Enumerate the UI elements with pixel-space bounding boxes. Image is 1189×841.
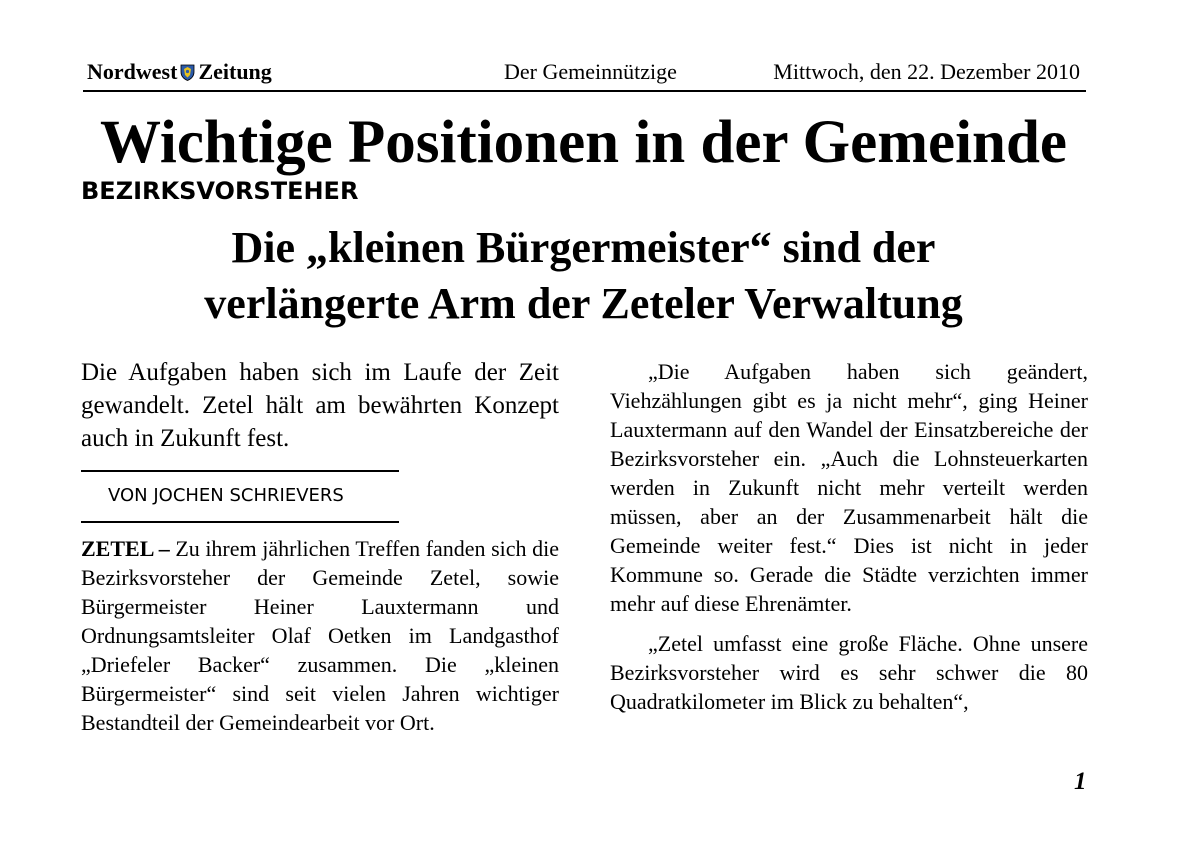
- article-column-right: [610, 357, 1088, 716]
- page-headline: Wichtige Positionen in der Gemeinde: [100, 109, 1067, 176]
- article-subheadline: [0, 220, 1167, 332]
- issue-date: Mittwoch, den 22. Dezember 2010: [773, 59, 1080, 84]
- coat-of-arms-icon: [180, 64, 195, 81]
- article-lead: Die Aufgaben haben sich im Laufe der Zeit gewandelt. Zetel hält am bewährten Konzept auch in Zukunft fest.: [81, 359, 559, 452]
- article-paragraph-left: [81, 534, 559, 737]
- article-kicker: BEZIRKSVORSTEHER: [81, 177, 359, 205]
- article-byline: VON JOCHEN SCHRIEVERS: [108, 485, 344, 506]
- brand-name-left: Nordwest: [87, 59, 178, 84]
- article-text-left: Zu ihrem jährlichen Treffen fanden sich die Bezirksvorsteher der Gemeinde Zetel, sowie Bürgermeister Heiner Lauxtermann und Ordnungsamtsleiter Olaf Oetken im Landgasthof „Driefeler Backer“ zusammen. Die „kleinen Bürgermeister“ sind seit vielen Jahren wichtiger Bestandteil der Gemeindearbeit vor Ort.: [81, 536, 560, 735]
- byline-rule-bottom: [81, 521, 399, 523]
- page-number: 1: [1074, 768, 1087, 795]
- article-paragraph-right-1: „Die Aufgaben haben sich geändert, Viehzählungen gibt es ja nicht mehr“, ging Heiner Lauxtermann auf den Wandel der Einsatzbereiche der Bezirksvorsteher ein. „Auch die Lohnsteuerkarten werden in Zukunft nicht mehr verteilt werden müssen, aber an der Zusammenarbeit hält die Gemeinde weiter fest.“ Dies ist nicht in jeder Kommune so. Gerade die Städte verzichten immer mehr auf diese Ehrenämter.: [610, 359, 1088, 616]
- brand-name-right: Zeitung: [198, 59, 272, 84]
- masthead: [83, 58, 1086, 92]
- article-column-left: [81, 534, 559, 737]
- article-dateline: ZETEL –: [81, 536, 170, 561]
- article-paragraph-right-2: „Zetel umfasst eine große Fläche. Ohne unsere Bezirksvorsteher wird es sehr schwer die 80 Quadratkilometer im Blick zu behalten“,: [610, 631, 1088, 714]
- section-name: Der Gemeinnützige: [504, 59, 677, 84]
- newspaper-brand: [87, 59, 272, 85]
- subheadline-line-1: Die „kleinen Bürgermeister“ sind der: [231, 223, 936, 272]
- byline-rule-top: [81, 470, 399, 472]
- subheadline-line-2: verlängerte Arm der Zeteler Verwaltung: [204, 279, 963, 328]
